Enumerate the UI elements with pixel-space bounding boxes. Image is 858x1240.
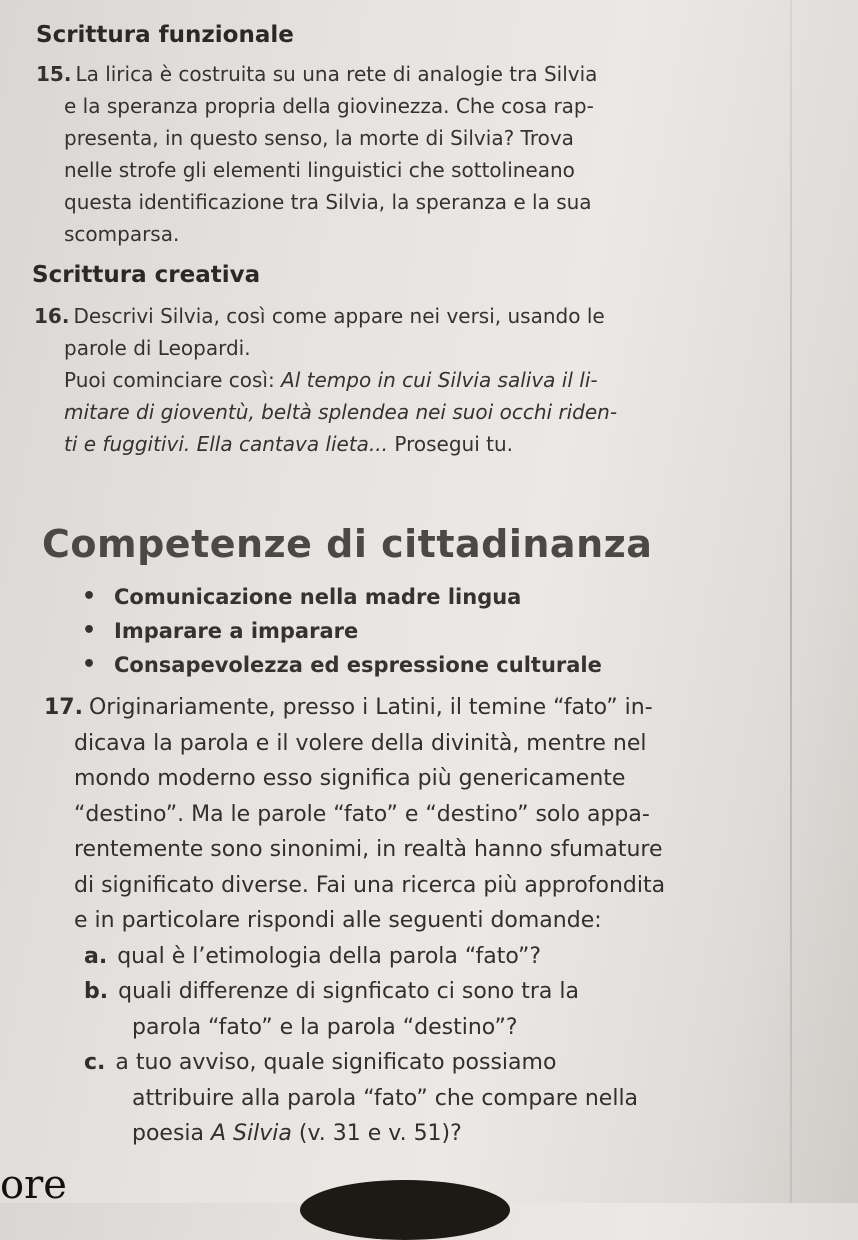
question-b	[44, 974, 744, 1010]
exercise-16-italic: mitare di gioventù, beltà splendea nei suoi occhi riden-	[64, 400, 618, 424]
exercise-16-start: Puoi cominciare così:	[64, 368, 282, 392]
question-a-text: qual è l’etimologia della parola “fato”?	[117, 943, 542, 969]
heading-scrittura-funzionale: Scrittura funzionale	[36, 22, 294, 48]
exercise-16-line: Descrivi Silvia, così come appare nei versi, usando le	[73, 304, 605, 328]
exercise-15-line: questa identificazione tra Silvia, la speranza e la sua	[64, 190, 592, 214]
exercise-17-line: dicava la parola e il volere della divinità, mentre nel	[74, 730, 647, 756]
exercise-17-line: “destino”. Ma le parole “fato” e “destino” solo appa-	[74, 801, 650, 827]
exercise-17	[44, 690, 744, 1152]
exercise-16-italic: ti e fuggitivi. Ella cantava lieta...	[64, 432, 389, 456]
exercise-17-line: mondo moderno esso significa più genericamente	[74, 766, 626, 791]
question-c-text	[44, 1116, 744, 1152]
poem-title: A Silvia	[211, 1121, 292, 1146]
exercise-17-line: Originariamente, presso i Latini, il temine “fato” in-	[88, 695, 653, 720]
question-b-letter: b.	[84, 979, 109, 1004]
competence-list	[82, 580, 602, 682]
exercise-15-line: e la speranza propria della giovinezza. Che cosa rap-	[64, 94, 594, 118]
page-fold-shadow	[790, 0, 792, 1203]
competence-item: • Comunicazione nella madre lingua	[82, 580, 602, 614]
exercise-16-number: 16.	[34, 304, 70, 328]
exercise-16	[34, 300, 774, 460]
question-c	[44, 1045, 744, 1081]
question-c-letter: c.	[84, 1050, 106, 1075]
question-c-text: a tuo avviso, quale significato possiamo	[115, 1050, 557, 1075]
question-b-text: quali differenze di signficato ci sono tra la	[118, 979, 579, 1004]
exercise-16-end: Prosegui tu.	[388, 432, 513, 456]
heading-scrittura-creativa: Scrittura creativa	[32, 262, 261, 288]
question-c-pre: poesia	[132, 1121, 212, 1146]
exercise-17-number: 17.	[44, 695, 83, 720]
exercise-17-line: e in particolare rispondi alle seguenti domande:	[74, 908, 602, 933]
exercise-15-line: scomparsa.	[64, 222, 180, 246]
exercise-16-line: parole di Leopardi.	[64, 336, 251, 360]
question-c-text: attribuire alla parola “fato” che compare nella	[132, 1085, 639, 1111]
competence-item: • Imparare a imparare	[82, 614, 602, 648]
dark-object-bottom	[300, 1180, 510, 1240]
exercise-16-line	[34, 364, 774, 396]
question-a	[44, 939, 744, 975]
heading-competenze-di-cittadinanza: Competenze di cittadinanza	[42, 522, 653, 566]
exercise-16-line	[34, 428, 774, 460]
exercise-17-line: di significato diverse. Fai una ricerca più approfondita	[74, 872, 666, 898]
exercise-15-number: 15.	[36, 62, 72, 86]
exercise-15	[36, 58, 756, 250]
question-c-post: (v. 31 e v. 51)?	[291, 1121, 462, 1146]
exercise-15-line: nelle strofe gli elementi linguistici che sottolineano	[64, 158, 575, 182]
exercise-17-line: rentemente sono sinonimi, in realtà hanno sfumature	[74, 837, 663, 862]
question-b-text: parola “fato” e la parola “destino”?	[132, 1014, 518, 1040]
competence-item: • Consapevolezza ed espressione culturale	[82, 648, 602, 682]
exercise-16-italic: Al tempo in cui Silvia saliva il li-	[281, 368, 598, 392]
handwritten-note: ore	[0, 1162, 67, 1208]
exercise-15-line: presenta, in questo senso, la morte di Silvia? Trova	[64, 126, 574, 150]
question-a-letter: a.	[84, 943, 108, 969]
exercise-15-line: La lirica è costruita su una rete di analogie tra Silvia	[75, 62, 598, 86]
